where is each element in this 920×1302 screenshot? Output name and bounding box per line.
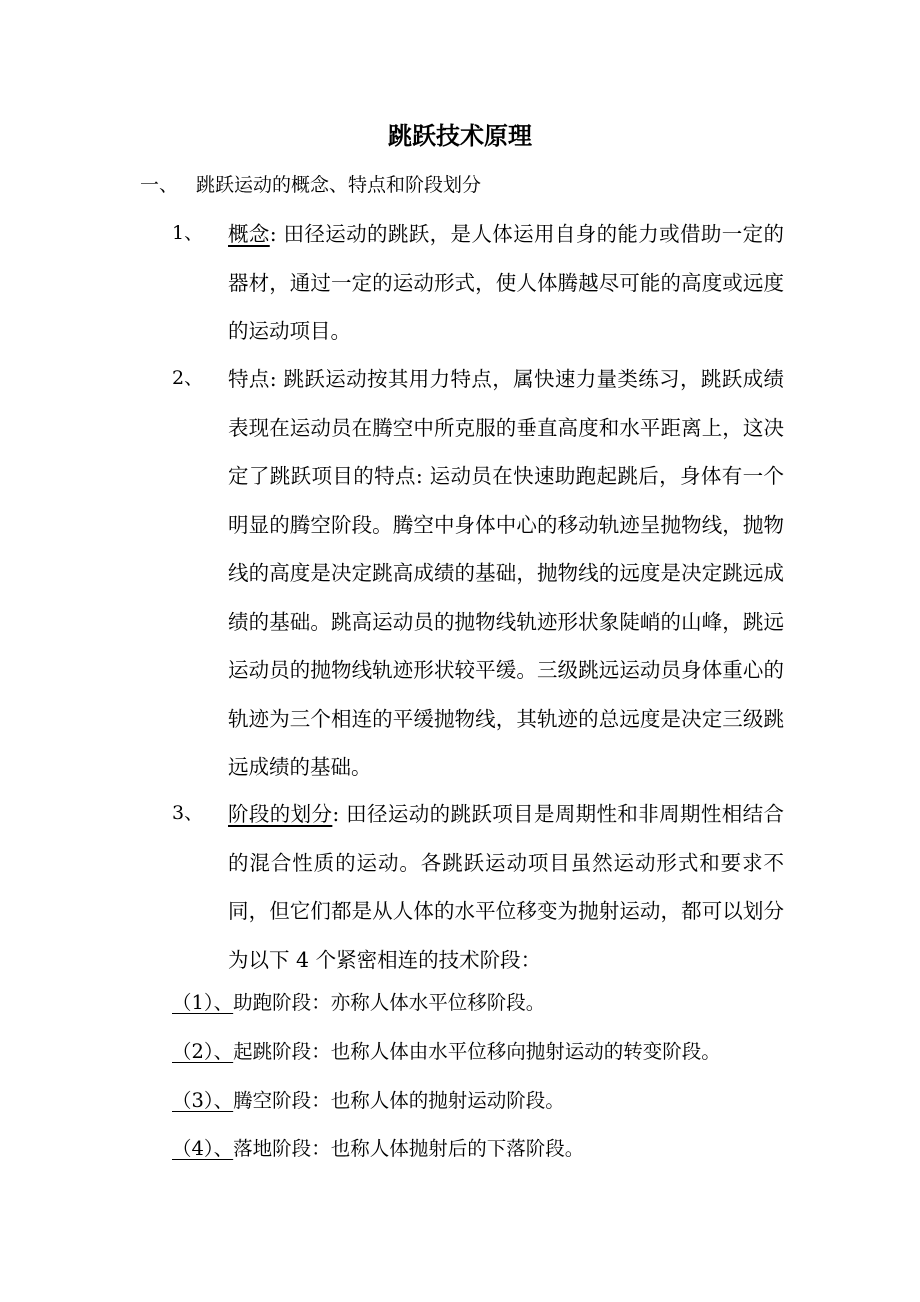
phase-desc: ：亦称人体水平位移阶段。 bbox=[311, 991, 546, 1014]
item-term: 概念 bbox=[228, 222, 270, 246]
item-number: 2、 bbox=[172, 367, 204, 389]
phase-label: （3）、 bbox=[172, 1089, 234, 1112]
phase-name: 落地阶段 bbox=[233, 1137, 312, 1160]
section-heading-text: 跳跃运动的概念、特点和阶段划分 bbox=[196, 174, 482, 196]
phase-name: 助跑阶段 bbox=[233, 991, 312, 1014]
phase-item bbox=[172, 1037, 721, 1067]
item-term: 特点 bbox=[228, 367, 270, 391]
phase-name: 起跳阶段 bbox=[233, 1040, 312, 1063]
document-title: 跳跃技术原理 bbox=[388, 121, 532, 150]
item-number: 1、 bbox=[172, 222, 204, 244]
item-text: : 田径运动的跳跃项目是周期性和非周期性相结合的混合性质的运动。各跳跃运动项目虽然运动形式和要求不同，但它们都是从人体的水平位移变为抛射运动，都可以划分为以下 4 个紧密相连的技术阶段： bbox=[228, 802, 785, 972]
item-number: 3、 bbox=[172, 802, 204, 824]
item-text: : 跳跃运动按其用力特点，属快速力量类练习，跳跃成绩表现在运动员在腾空中所克服的垂直高度和水平距离上，这决定了跳跃项目的特点: 运动员在快速助跑起跳后，身体有一个明显的腾空阶段。腾空中身体中心的移动轨迹呈抛物线，抛物线的高度是决定跳高成绩的基础，抛物线的远度是决定跳远成绩的基础。跳高运动员的抛物线轨迹形状象陡峭的山峰，跳远运动员的抛物线轨迹形状较平缓。三级跳远运动员身体重心的轨迹为三个相连的平缓抛物线，其轨迹的总远度是决定三级跳远成绩的基础。 bbox=[228, 367, 785, 779]
section-heading bbox=[140, 170, 481, 200]
phase-item bbox=[172, 988, 545, 1018]
phase-label: （1）、 bbox=[172, 991, 234, 1014]
item-body bbox=[228, 210, 784, 356]
item-text: : 田径运动的跳跃，是人体运用自身的能力或借助一定的器材，通过一定的运动形式，使人体腾越尽可能的高度或远度的运动项目。 bbox=[228, 222, 785, 343]
item-body bbox=[228, 790, 784, 984]
phase-desc: ：也称人体的抛射运动阶段。 bbox=[311, 1089, 565, 1112]
phase-name: 腾空阶段 bbox=[233, 1089, 312, 1112]
phase-item bbox=[172, 1086, 565, 1116]
phase-label: （2）、 bbox=[172, 1040, 234, 1063]
item-term: 阶段的划分 bbox=[228, 802, 333, 826]
item-body bbox=[228, 355, 784, 792]
phase-label: （4）、 bbox=[172, 1137, 234, 1160]
phase-desc: ：也称人体由水平位移向抛射运动的转变阶段。 bbox=[311, 1040, 721, 1063]
section-number: 一、 bbox=[140, 174, 179, 196]
phase-item bbox=[172, 1134, 584, 1164]
phase-desc: ：也称人体抛射后的下落阶段。 bbox=[311, 1137, 585, 1160]
